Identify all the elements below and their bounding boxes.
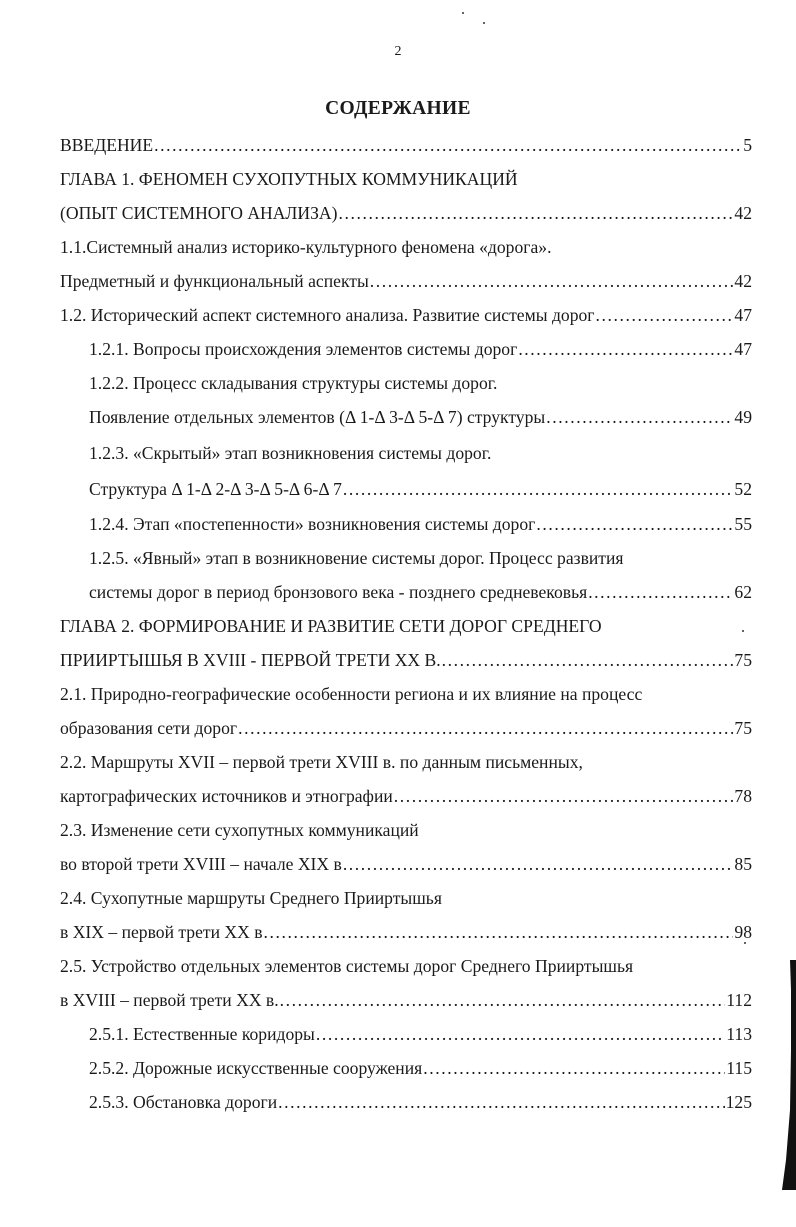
dot-leader	[546, 404, 733, 430]
dot-leader	[536, 511, 733, 537]
dot-leader	[280, 987, 726, 1013]
toc-entry-text: 1.2.2. Процесс складывания структуры системы дорог.	[89, 373, 498, 393]
toc-entry-text: 2.4. Сухопутные маршруты Среднего Прииртышья	[60, 888, 442, 908]
toc-entry-text: 2.5. Устройство отдельных элементов системы дорог Среднего Прииртышья	[60, 956, 634, 976]
toc-entry-text: в XVIII – первой трети XX в.	[60, 990, 279, 1010]
dot-leader	[264, 919, 734, 945]
toc-entry-text: 1.1.Системный анализ историко-культурного феномена «дорога».	[60, 237, 552, 257]
scan-speck	[462, 12, 464, 14]
dot-leader	[338, 200, 733, 226]
dot-leader	[518, 336, 733, 362]
dot-leader	[442, 647, 734, 673]
toc-entry-page: 125	[725, 1092, 752, 1112]
toc-entry-1-2-3	[89, 440, 752, 466]
dot-leader	[343, 476, 734, 502]
toc-entry-text: 2.2. Маршруты XVII – первой трети XVIII в. по данным письменных,	[60, 752, 583, 772]
dot-leader	[238, 715, 733, 741]
scan-speck	[742, 630, 744, 632]
toc-entry-text: 1.2.4. Этап «постепенности» возникновения системы дорог	[89, 514, 536, 534]
toc-entry-page: 85	[734, 854, 752, 874]
dot-leader	[588, 579, 733, 605]
toc-entry-2-5-3	[89, 1089, 752, 1115]
dot-leader	[423, 1055, 725, 1081]
toc-entry-1-2-4	[89, 511, 752, 537]
toc-entry-page: 42	[734, 203, 752, 223]
toc-entry-page: 115	[726, 1058, 752, 1078]
toc-entry-text: Структура Δ 1-Δ 2-Δ 3-Δ 5-Δ 6-Δ 7	[89, 479, 342, 499]
toc-entry-text: 2.3. Изменение сети сухопутных коммуникаций	[60, 820, 419, 840]
toc-entry-1-2-2-cont	[89, 404, 752, 430]
toc-entry-text: картографических источников и этнографии	[60, 786, 393, 806]
toc-entry-text: 1.2. Исторический аспект системного анализа. Развитие системы дорог	[60, 305, 595, 325]
toc-entry-page: 5	[743, 135, 752, 155]
toc-entry-page: 112	[726, 990, 752, 1010]
toc-entry-text: Предметный и функциональный аспекты	[60, 271, 369, 291]
toc-entry-page: 42	[734, 271, 752, 291]
toc-entry-chapter2	[60, 613, 752, 639]
toc-entry-text: Появление отдельных элементов (Δ 1-Δ 3-Δ 5-Δ 7) структуры	[89, 407, 546, 427]
toc-entry-text: ВВЕДЕНИЕ	[60, 135, 154, 155]
dot-leader	[316, 1021, 725, 1047]
toc-entry-2-4-cont	[60, 919, 752, 945]
toc-entry-page: 52	[734, 479, 752, 499]
toc-entry-chapter1	[60, 166, 752, 192]
scan-speck	[483, 22, 485, 24]
toc-entry-1-2-5	[89, 545, 752, 571]
toc-entry-text: 2.5.1. Естественные коридоры	[89, 1024, 315, 1044]
toc-entry-text: ГЛАВА 2. ФОРМИРОВАНИЕ И РАЗВИТИЕ СЕТИ ДОРОГ СРЕДНЕГО	[60, 616, 602, 636]
toc-entry-2-2-cont	[60, 783, 752, 809]
toc-entry-page: 47	[734, 339, 752, 359]
toc-entry-chapter1-cont	[60, 200, 752, 226]
toc-entry-1-2-3-cont	[89, 476, 752, 502]
toc-entry-page: 113	[726, 1024, 752, 1044]
dot-leader	[370, 268, 734, 294]
toc-entry-text: во второй трети XVIII – начале XIX в	[60, 854, 342, 874]
toc-entry-text: 1.2.3. «Скрытый» этап возникновения системы дорог.	[89, 443, 492, 463]
toc-entry-2-1	[60, 681, 752, 707]
dot-leader	[596, 302, 734, 328]
dot-leader	[343, 851, 734, 877]
toc-entry-1-2-2	[89, 370, 752, 396]
toc-entry-2-5	[60, 953, 752, 979]
toc-entry-text: (ОПЫТ СИСТЕМНОГО АНАЛИЗА)	[60, 203, 338, 223]
toc-entry-text: в XIX – первой трети XX в	[60, 922, 263, 942]
toc-entry-2-3	[60, 817, 752, 843]
toc-entry-chapter2-cont	[60, 647, 752, 673]
toc-entry-text: системы дорог в период бронзового века - позднего средневековья	[89, 582, 588, 602]
toc-entry-page: 75	[734, 718, 752, 738]
toc-entry-page: 49	[734, 407, 752, 427]
toc-entry-2-2	[60, 749, 752, 775]
toc-entry-page: 62	[734, 582, 752, 602]
dot-leader	[278, 1089, 724, 1115]
scan-edge-shadow	[760, 960, 796, 1190]
dot-leader	[154, 132, 742, 158]
toc-entry-page: 55	[734, 514, 752, 534]
page-number: 2	[394, 44, 402, 59]
toc-entry-text: образования сети дорог	[60, 718, 238, 738]
toc-entry-2-3-cont	[60, 851, 752, 877]
toc-entry-1-2	[60, 302, 752, 328]
toc-entry-2-5-cont	[60, 987, 752, 1013]
scan-speck	[744, 942, 746, 944]
toc-entry-1-2-1	[89, 336, 752, 362]
toc-entry-1-1-cont	[60, 268, 752, 294]
toc-entry-page: 98	[734, 922, 752, 942]
toc-entry-2-4	[60, 885, 752, 911]
toc-entry-text: 2.1. Природно-географические особенности региона и их влияние на процесс	[60, 684, 643, 704]
toc-entry-2-5-2	[89, 1055, 752, 1081]
dot-leader	[394, 783, 734, 809]
toc-entry-page: 47	[734, 305, 752, 325]
toc-entry-intro	[60, 132, 752, 158]
toc-entry-2-1-cont	[60, 715, 752, 741]
toc-entry-page: 75	[734, 650, 752, 670]
toc-entry-text: ПРИИРТЫШЬЯ В XVIII - ПЕРВОЙ ТРЕТИ XX В.	[60, 650, 441, 670]
toc-entry-text: ГЛАВА 1. ФЕНОМЕН СУХОПУТНЫХ КОММУНИКАЦИЙ	[60, 169, 518, 189]
toc-entry-page: 78	[734, 786, 752, 806]
toc-entry-text: 1.2.5. «Явный» этап в возникновение системы дорог. Процесс развития	[89, 548, 624, 568]
toc-entry-1-1	[60, 234, 752, 260]
toc-entry-text: 1.2.1. Вопросы происхождения элементов системы дорог	[89, 339, 518, 359]
toc-entry-text: 2.5.3. Обстановка дороги	[89, 1092, 278, 1112]
toc-entry-1-2-5-cont	[89, 579, 752, 605]
toc-entry-text: 2.5.2. Дорожные искусственные сооружения	[89, 1058, 423, 1078]
toc-entry-2-5-1	[89, 1021, 752, 1047]
page-title: СОДЕРЖАНИЕ	[325, 98, 471, 119]
